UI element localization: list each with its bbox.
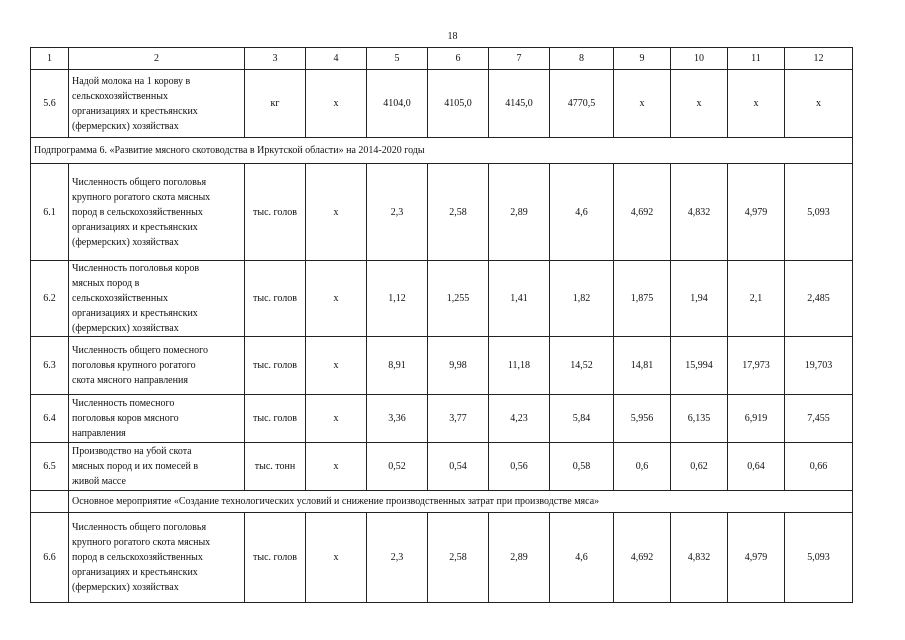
value-cell: 11,18	[489, 337, 550, 395]
indicator-name-line: сельскохозяйственных	[72, 90, 168, 102]
indicator-table	[30, 47, 853, 603]
value-cell: 1,94	[671, 261, 728, 337]
indicator-name-line: организациях и крестьянских	[72, 105, 198, 117]
value-cell: х	[785, 70, 853, 138]
table-row	[31, 395, 853, 443]
indicator-name-line: Производство на убой скота	[72, 446, 192, 457]
indicator-name-line: сельскохозяйственных	[72, 293, 168, 304]
unit-cell: тыс. голов	[245, 395, 306, 443]
value-cell: 4,979	[728, 513, 785, 603]
value-cell: 1,875	[614, 261, 671, 337]
indicator-name-line: скота мясного направления	[72, 375, 188, 386]
value-cell: 1,12	[367, 261, 428, 337]
section-row	[31, 491, 853, 513]
indicator-name	[69, 261, 245, 337]
indicator-name-line: Численность общего помесного	[72, 345, 208, 356]
value-cell: х	[306, 513, 367, 603]
indicator-name-line: (фермерских) хозяйствах	[72, 323, 179, 334]
indicator-name	[69, 337, 245, 395]
indicator-name-line: направления	[72, 428, 126, 439]
value-cell: 1,41	[489, 261, 550, 337]
indicator-name-line: крупного рогатого скота мясных	[72, 537, 211, 548]
value-cell: 3,77	[428, 395, 489, 443]
header-cell: 9	[614, 48, 671, 70]
indicator-name-line: (фермерских) хозяйствах	[72, 582, 179, 593]
value-cell: 2,485	[785, 261, 853, 337]
empty-cell	[31, 491, 69, 513]
value-cell: 2,3	[367, 164, 428, 261]
indicator-name-line: крупного рогатого скота мясных	[72, 191, 211, 203]
value-cell: х	[728, 70, 785, 138]
unit-cell: тыс. голов	[245, 261, 306, 337]
unit-cell: кг	[245, 70, 306, 138]
value-cell: 0,64	[728, 443, 785, 491]
value-cell: 2,89	[489, 164, 550, 261]
header-cell: 3	[245, 48, 306, 70]
value-cell: 2,89	[489, 513, 550, 603]
value-cell: 2,58	[428, 164, 489, 261]
header-cell: 10	[671, 48, 728, 70]
value-cell: 4770,5	[550, 70, 614, 138]
indicator-name-line: Численность общего поголовья	[72, 522, 207, 533]
value-cell: 4105,0	[428, 70, 489, 138]
value-cell: 6,919	[728, 395, 785, 443]
indicator-name-line: организациях и крестьянских	[72, 308, 198, 319]
value-cell: 15,994	[671, 337, 728, 395]
header-cell: 11	[728, 48, 785, 70]
value-cell: х	[306, 395, 367, 443]
value-cell: х	[671, 70, 728, 138]
indicator-name-line: (фермерских) хозяйствах	[72, 236, 179, 248]
unit-cell: тыс. голов	[245, 337, 306, 395]
indicator-name-line: Численность поголовья коров	[72, 263, 200, 274]
indicator-name-line: мясных пород в	[72, 278, 140, 289]
table-row	[31, 443, 853, 491]
header-cell: 12	[785, 48, 853, 70]
unit-cell: тыс. голов	[245, 164, 306, 261]
indicator-name-line: Численность помесного	[72, 398, 175, 409]
value-cell: х	[306, 443, 367, 491]
indicator-name-line: поголовья крупного рогатого	[72, 360, 196, 371]
value-cell: 9,98	[428, 337, 489, 395]
indicator-name-line: Численность общего поголовья	[72, 176, 207, 188]
value-cell: 0,66	[785, 443, 853, 491]
value-cell: 5,093	[785, 164, 853, 261]
table-row	[31, 337, 853, 395]
header-cell: 6	[428, 48, 489, 70]
subprogram-title: Подпрограмма 6. «Развитие мясного скотоводства в Иркутской области» на 2014-2020 годы	[31, 138, 853, 164]
unit-cell: тыс. голов	[245, 513, 306, 603]
unit-cell: тыс. тонн	[245, 443, 306, 491]
value-cell: х	[306, 70, 367, 138]
header-cell: 5	[367, 48, 428, 70]
value-cell: 4,832	[671, 164, 728, 261]
value-cell: 3,36	[367, 395, 428, 443]
table-row	[31, 164, 853, 261]
value-cell: 0,62	[671, 443, 728, 491]
value-cell: 4104,0	[367, 70, 428, 138]
value-cell: 4,23	[489, 395, 550, 443]
indicator-name	[69, 164, 245, 261]
header-cell: 7	[489, 48, 550, 70]
value-cell: 4,692	[614, 164, 671, 261]
value-cell: 0,52	[367, 443, 428, 491]
value-cell: 4,832	[671, 513, 728, 603]
indicator-name-line: пород в сельскохозяйственных	[72, 206, 203, 218]
section-row	[31, 138, 853, 164]
value-cell: 6,135	[671, 395, 728, 443]
value-cell: 0,6	[614, 443, 671, 491]
value-cell: 14,81	[614, 337, 671, 395]
header-cell: 2	[69, 48, 245, 70]
value-cell: 4145,0	[489, 70, 550, 138]
value-cell: 1,255	[428, 261, 489, 337]
row-number: 6.3	[31, 337, 69, 395]
value-cell: 2,3	[367, 513, 428, 603]
indicator-name-line: организациях и крестьянских	[72, 221, 198, 233]
row-number: 6.1	[31, 164, 69, 261]
table-row	[31, 261, 853, 337]
value-cell: 2,58	[428, 513, 489, 603]
value-cell: 7,455	[785, 395, 853, 443]
value-cell: х	[306, 337, 367, 395]
table-header-row	[31, 48, 853, 70]
indicator-name-line: организациях и крестьянских	[72, 567, 198, 578]
indicator-name	[69, 443, 245, 491]
value-cell: 4,6	[550, 164, 614, 261]
indicator-name-line: Надой молока на 1 корову в	[72, 75, 191, 87]
value-cell: 19,703	[785, 337, 853, 395]
indicator-name-line: живой массе	[72, 476, 126, 487]
page-number: 18	[447, 31, 458, 42]
value-cell: 1,82	[550, 261, 614, 337]
value-cell: 17,973	[728, 337, 785, 395]
table-row	[31, 70, 853, 138]
value-cell: х	[306, 164, 367, 261]
value-cell: 2,1	[728, 261, 785, 337]
header-cell: 1	[31, 48, 69, 70]
indicator-name-line: мясных пород и их помесей в	[72, 461, 199, 472]
value-cell: 14,52	[550, 337, 614, 395]
indicator-name-line: пород в сельскохозяйственных	[72, 552, 203, 563]
value-cell: 5,093	[785, 513, 853, 603]
main-event-title: Основное мероприятие «Создание технологических условий и снижение производственных затрат при производстве мяса»	[69, 491, 853, 513]
header-cell: 8	[550, 48, 614, 70]
indicator-name	[69, 395, 245, 443]
value-cell: 4,979	[728, 164, 785, 261]
value-cell: 0,54	[428, 443, 489, 491]
value-cell: х	[306, 261, 367, 337]
header-cell: 4	[306, 48, 367, 70]
value-cell: 0,56	[489, 443, 550, 491]
indicator-name	[69, 70, 245, 138]
value-cell: 4,6	[550, 513, 614, 603]
row-number: 6.4	[31, 395, 69, 443]
table-row	[31, 513, 853, 603]
value-cell: 5,84	[550, 395, 614, 443]
value-cell: 8,91	[367, 337, 428, 395]
indicator-name	[69, 513, 245, 603]
value-cell: 5,956	[614, 395, 671, 443]
row-number: 6.6	[31, 513, 69, 603]
row-number: 5.6	[31, 70, 69, 138]
value-cell: х	[614, 70, 671, 138]
row-number: 6.5	[31, 443, 69, 491]
indicator-name-line: поголовья коров мясного	[72, 413, 179, 424]
value-cell: 4,692	[614, 513, 671, 603]
indicator-name-line: (фермерских) хозяйствах	[72, 120, 179, 132]
row-number: 6.2	[31, 261, 69, 337]
value-cell: 0,58	[550, 443, 614, 491]
